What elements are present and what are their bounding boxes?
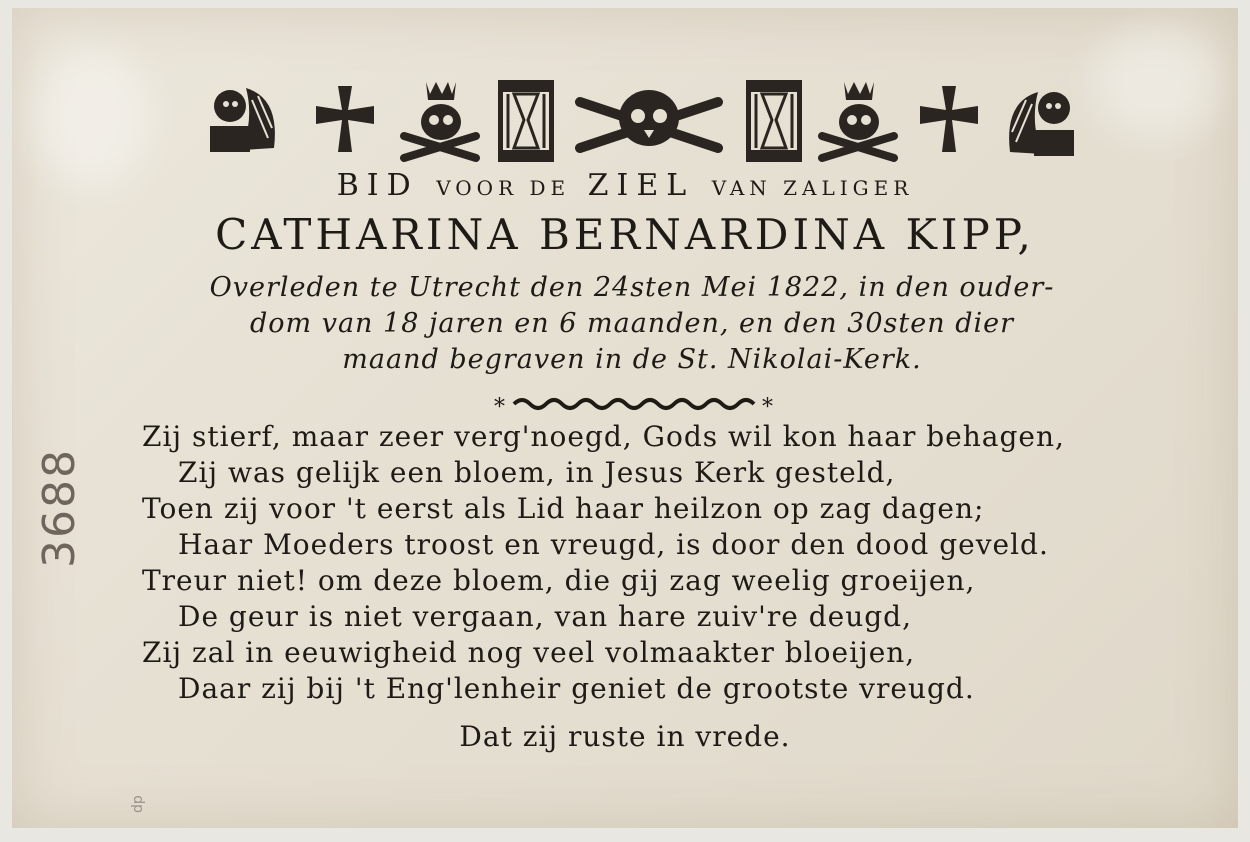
verse-line: De geur is niet vergaan, van hare zuiv're deugd, [178, 600, 912, 633]
heading-word: VOOR DE [436, 176, 571, 200]
hourglass-icon [746, 80, 802, 162]
verse-line: Zij zal in eeuwigheid nog veel volmaakter bloeijen, [142, 636, 916, 669]
heading-word: BID [336, 168, 419, 203]
verse-line: Toen zij voor 't eerst als Lid haar heilzon op zag dagen; [142, 492, 985, 525]
deceased-name: CATHARINA BERNARDINA KIPP, [215, 210, 1035, 259]
heading-word: VAN ZALIGER [711, 176, 914, 200]
faint-stamp: dp [130, 795, 146, 813]
verse-line: Treur niet! om deze bloem, die gij zag weelig groeijen, [142, 564, 976, 597]
verse-line: Zij was gelijk een bloem, in Jesus Kerk gesteld, [178, 456, 896, 489]
memorial-card [12, 8, 1238, 828]
cross-icon [312, 84, 378, 154]
death-notice-line: dom van 18 jaren en 6 maanden, en den 30sten dier [249, 308, 1015, 339]
svg-text:*: * [494, 395, 505, 418]
crowned-skull-icon [398, 78, 482, 162]
hourglass-icon [498, 80, 554, 162]
ornament-row [202, 78, 1082, 168]
cross-icon [916, 84, 982, 154]
death-notice-line: maand begraven in de St. Nikolai-Kerk. [342, 344, 922, 375]
pencil-inventory-number: 3688 [34, 448, 85, 568]
paper-stain [32, 48, 152, 188]
svg-text:*: * [762, 395, 773, 418]
crowned-skull-icon [816, 78, 900, 162]
closing-line: Dat zij ruste in vrede. [459, 720, 791, 753]
verse-line: Daar zij bij 't Eng'lenheir geniet de grootste vreugd. [178, 672, 975, 705]
death-notice-line: Overleden te Utrecht den 24sten Mei 1822, in den ouder- [209, 272, 1055, 303]
verse-line: Haar Moeders troost en vreugd, is door den dood geveld. [178, 528, 1049, 561]
paper-stain [1092, 28, 1222, 138]
heading-word: ZIEL [587, 168, 695, 203]
ornamental-divider [492, 394, 792, 418]
skull-crossbones-icon [574, 82, 724, 162]
angel-icon [1002, 82, 1082, 162]
angel-icon [202, 78, 282, 158]
verse-line: Zij stierf, maar zeer verg'noegd, Gods wil kon haar behagen, [142, 420, 1065, 453]
prayer-heading [12, 168, 1238, 203]
